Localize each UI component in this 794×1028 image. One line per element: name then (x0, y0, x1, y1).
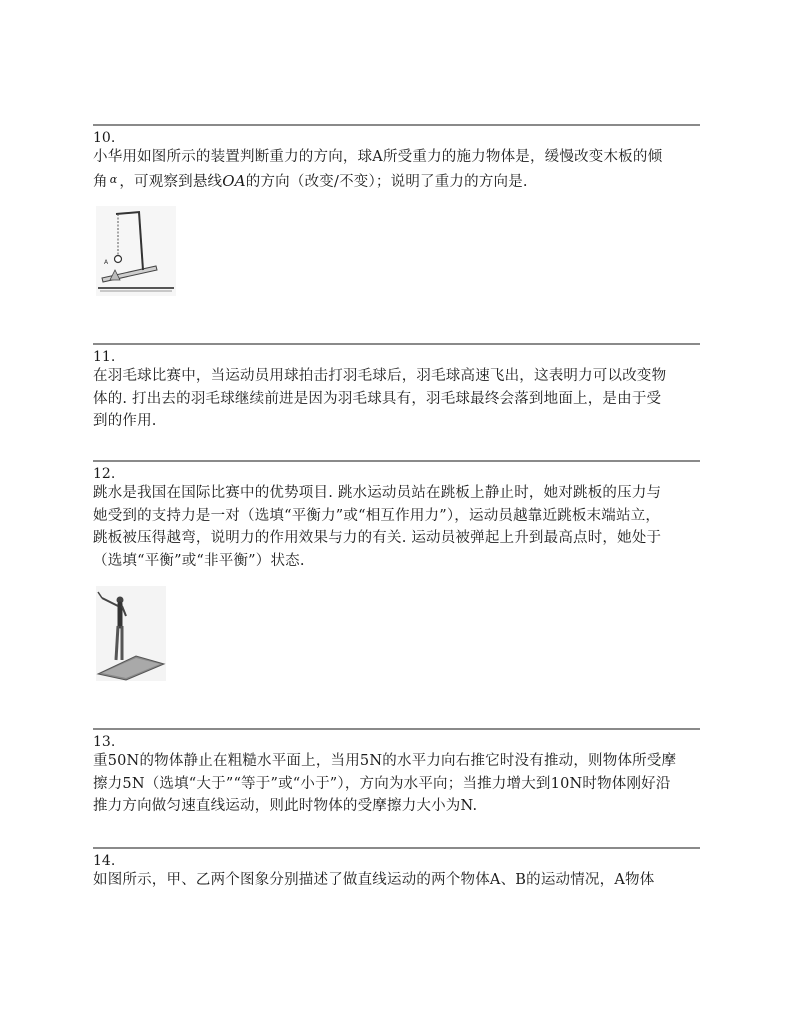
text-line: 擦力5N（选填“大于”“等于”或“小于”），方向为水平向；当推力增大到10N时物体刚好沿 (93, 775, 671, 792)
text-line: 如图所示，甲、乙两个图象分别描述了做直线运动的两个物体A、B的运动情况，A物体 (93, 872, 655, 888)
oa-symbol: OA (222, 171, 246, 190)
text-line: 她受到的支持力是一对（选填“平衡力”或“相互作用力”），运动员越靠近跳板末端站立， (93, 507, 661, 524)
text-line: 小华用如图所示的装置判断重力的方向，球A所受重力的施力物体是，缓慢改变木板的倾 (93, 149, 663, 165)
text-fragment: ，可观察到悬线 (119, 173, 223, 190)
divider (93, 728, 700, 730)
figure-label: A (104, 259, 109, 266)
divider (93, 460, 700, 462)
text-line: 体的. 打出去的羽毛球继续前进是因为羽毛球具有，羽毛球最终会落到地面上，是由于受 (93, 390, 662, 407)
question-number: 11. (93, 349, 116, 365)
question-text (93, 482, 700, 572)
text-fragment: 的方向（改变/不变）；说明了重力的方向是. (245, 173, 528, 190)
divider (93, 847, 700, 849)
text-line: 在羽毛球比赛中，当运动员用球拍击打羽毛球后，羽毛球高速飞出，这表明力可以改变物 (93, 368, 667, 384)
question-10 (93, 124, 700, 193)
text-line (93, 169, 700, 194)
question-14 (93, 847, 700, 892)
diver-figure (96, 586, 166, 681)
question-12 (93, 460, 700, 572)
text-line: 重50N的物体静止在粗糙水平面上，当用5N的水平力向右推它时没有推动，则物体所受摩 (93, 753, 677, 769)
question-number: 14. (93, 853, 116, 869)
alpha-symbol: α (109, 172, 118, 186)
question-text (93, 365, 700, 433)
text-line: 跳水是我国在国际比赛中的优势项目. 跳水运动员站在跳板上静止时，她对跳板的压力与 (93, 485, 662, 501)
text-line: 跳板被压得越弯，说明力的作用效果与力的有关. 运动员被弹起上升到最高点时，她处于 (93, 530, 662, 546)
text-line: （选填“平衡”或“非平衡”）状态. (93, 552, 305, 569)
question-text (93, 750, 700, 818)
question-text (93, 869, 700, 892)
question-number: 13. (93, 734, 116, 750)
text-line: 推力方向做匀速直线运动，则此时物体的受摩擦力大小为N. (93, 798, 478, 814)
question-number: 12. (93, 466, 116, 482)
text-fragment: 角 (93, 173, 108, 190)
question-11 (93, 343, 700, 433)
divider (93, 124, 700, 126)
pendulum-figure (96, 206, 176, 296)
question-text (93, 146, 700, 193)
divider (93, 343, 700, 345)
question-number: 10. (93, 130, 116, 146)
question-13 (93, 728, 700, 818)
text-line: 到的作用. (93, 413, 157, 429)
